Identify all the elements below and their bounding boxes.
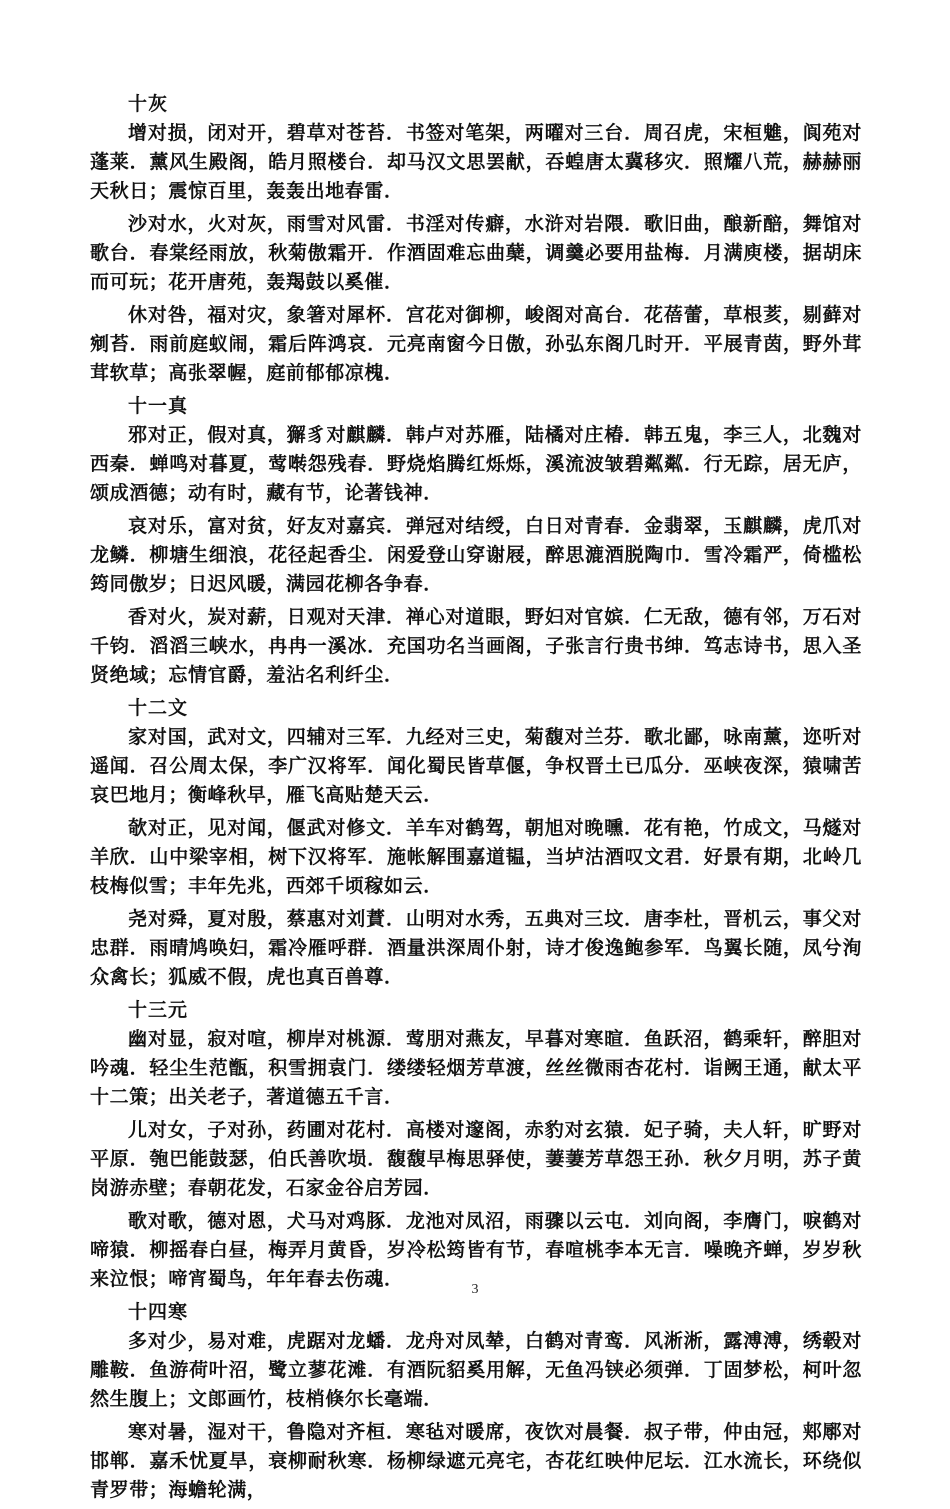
page-number: 3 — [471, 1282, 479, 1297]
paragraph: 沙对水，火对灰，雨雪对风雷．书淫对传癖，水浒对岩隈．歌旧曲，酿新醅，舞馆对歌台．春棠经雨放，秋菊傲霜开．作酒固难忘曲蘖，调羹必要用盐梅．月满庾楼，据胡床而可玩；花开唐苑，轰羯鼓以奚催． — [90, 213, 862, 293]
paragraph: 尧对舜，夏对殷，蔡惠对刘蕡．山明对水秀，五典对三坟．唐李杜，晋机云，事父对忠群．雨晴鸠唤妇，霜冷雁呼群．酒量洪深周仆射，诗才俊逸鲍参军．鸟翼长随，凤兮洵众禽长；狐威不假，虎也真百兽尊． — [90, 908, 862, 988]
section-title: 十三元 — [128, 999, 189, 1021]
paragraph: 寒对暑，湿对干，鲁隐对齐桓．寒毡对暖席，夜饮对晨餐．叔子带，仲由冠，郏鄏对邯郸．嘉禾忧夏旱，衰柳耐秋寒．杨柳绿遮元亮宅，杏花红映仲尼坛．江水流长，环绕似青罗带；海蟾轮满， — [90, 1421, 862, 1501]
section-shi-hui — [90, 90, 862, 388]
section-shi-er-wen — [90, 694, 862, 992]
paragraph: 休对咎，福对灾，象箸对犀杯．宫花对御柳，峻阁对高台．花蓓蕾，草根荄，剔藓对剜苔．雨前庭蚁闹，霜后阵鸿哀．元亮南窗今日傲，孙弘东阁几时开．平展青茵，野外茸茸软草；高张翠幄，庭前郁郁凉槐． — [90, 304, 862, 384]
section-title: 十一真 — [128, 395, 189, 417]
section-title: 十四寒 — [128, 1301, 189, 1323]
paragraph: 香对火，炭对薪，日观对天津．禅心对道眼，野妇对官嫔．仁无敌，德有邻，万石对千钧．滔滔三峡水，冉冉一溪冰．充国功名当画阁，子张言行贵书绅．笃志诗书，思入圣贤绝域；忘情官爵，羞沾名利纤尘． — [90, 606, 862, 686]
paragraph: 欹对正，见对闻，偃武对修文．羊车对鹤驾，朝旭对晚曛．花有艳，竹成文，马燧对羊欣．山中梁宰相，树下汉将军．施帐解围嘉道韫，当垆沽酒叹文君．好景有期，北岭几枝梅似雪；丰年先兆，西郊千顷稼如云． — [90, 817, 862, 897]
paragraph: 歌对歌，德对恩，犬马对鸡豚．龙池对凤沼，雨骤以云屯．刘向阁，李膺门，唳鹤对啼猿．柳摇春白昼，梅弄月黄昏，岁冷松筠皆有节，春喧桃李本无言．噪晚齐蝉，岁岁秋来泣恨；啼宵蜀鸟，年年春去伤魂． — [90, 1210, 862, 1290]
section-shi-san-yuan — [90, 996, 862, 1294]
paragraph: 幽对显，寂对喧，柳岸对桃源．莺朋对燕友，早暮对寒暄．鱼跃沼，鹤乘轩，醉胆对吟魂．轻尘生范甑，积雪拥袁门．缕缕轻烟芳草渡，丝丝微雨杏花村．诣阙王通，献太平十二策；出关老子，著道德五千言． — [90, 1028, 862, 1108]
paragraph: 增对损，闭对开，碧草对苍苔．书签对笔架，两曜对三台．周召虎，宋桓魋，阆苑对蓬莱．薰风生殿阁，皓月照楼台．却马汉文思罢献，吞蝗唐太冀移灾．照耀八荒，赫赫丽天秋日；震惊百里，轰轰出地春雷． — [90, 122, 862, 202]
paragraph: 家对国，武对文，四辅对三军．九经对三史，菊馥对兰芬．歌北鄙，咏南薰，迩听对遥闻．召公周太保，李广汉将军．闻化蜀民皆草偃，争权晋土已瓜分．巫峡夜深，猿啸苦哀巴地月；衡峰秋早，雁飞高贴楚天云． — [90, 726, 862, 806]
paragraph: 哀对乐，富对贫，好友对嘉宾．弹冠对结绶，白日对青春．金翡翠，玉麒麟，虎爪对龙鳞．柳塘生细浪，花径起香尘．闲爱登山穿谢屐，醉思漉酒脱陶巾．雪冷霜严，倚槛松筠同傲岁；日迟风暖，满园花柳各争春． — [90, 515, 862, 595]
section-shi-si-han — [90, 1298, 862, 1505]
section-title: 十灰 — [128, 93, 169, 115]
paragraph: 邪对正，假对真，獬豸对麒麟．韩卢对苏雁，陆橘对庄椿．韩五鬼，李三人，北魏对西秦．蝉鸣对暮夏，莺啭怨残春．野烧焰腾红烁烁，溪流波皱碧粼粼．行无踪，居无庐，颂成酒德；动有时，藏有节，论著钱神． — [90, 424, 862, 504]
section-title: 十二文 — [128, 697, 189, 719]
paragraph: 多对少，易对难，虎踞对龙蟠．龙舟对凤辇，白鹤对青鸾．风淅淅，露溥溥，绣毂对雕鞍．鱼游荷叶沼，鹭立蓼花滩．有酒阮貂奚用解，无鱼冯铗必须弹．丁固梦松，柯叶忽然生腹上；文郎画竹，枝梢倏尔长毫端． — [90, 1330, 862, 1410]
paragraph: 儿对女，子对孙，药圃对花村．高楼对邃阁，赤豹对玄猿．妃子骑，夫人轩，旷野对平原．匏巴能鼓瑟，伯氏善吹埙．馥馥早梅思驿使，萋萋芳草怨王孙．秋夕月明，苏子黄岗游赤壁；春朝花发，石家金谷启芳园． — [90, 1119, 862, 1199]
section-shi-yi-zhen — [90, 392, 862, 690]
